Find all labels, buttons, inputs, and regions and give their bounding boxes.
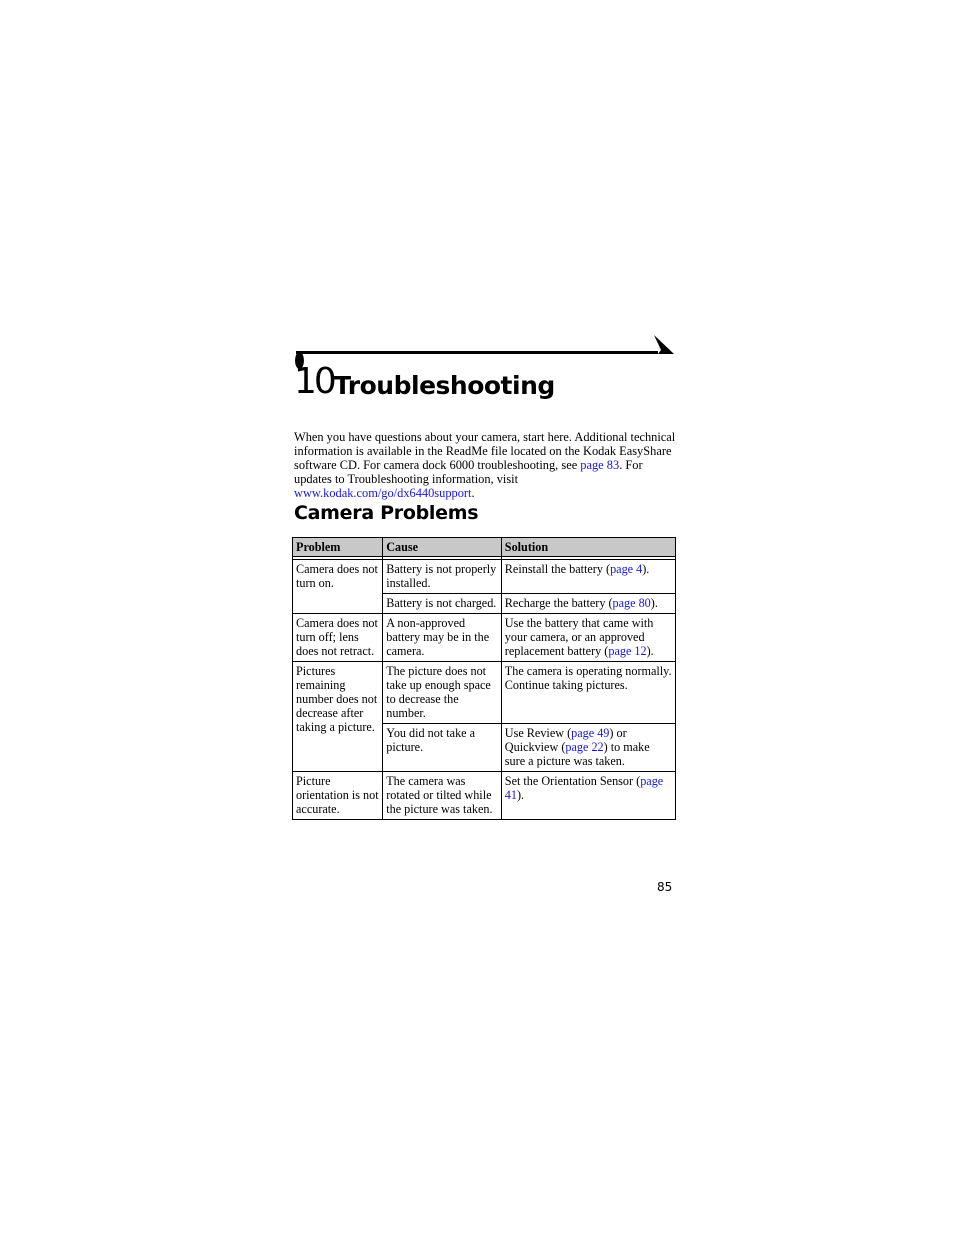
solution-cell: Use Review (page 49) or Quickview (page 22) to make sure a picture was taken. <box>501 724 675 772</box>
chapter-title: Troubleshooting <box>334 371 555 400</box>
table-row <box>293 772 676 820</box>
table-row <box>293 560 676 594</box>
cause-cell: A non-approved battery may be in the camera. <box>383 614 502 662</box>
intro-text: . For updates to Troubleshooting information, visit <box>294 458 643 486</box>
cause-cell: Battery is not properly installed. <box>383 560 502 594</box>
table-row <box>293 614 676 662</box>
page-83-link[interactable]: page 83 <box>580 458 620 472</box>
cause-cell: You did not take a picture. <box>383 724 502 772</box>
solution-cell: Reinstall the battery (page 4). <box>501 560 675 594</box>
solution-cell: Recharge the battery (page 80). <box>501 594 675 614</box>
page-4-link[interactable]: page 4 <box>610 562 643 576</box>
cause-cell: The camera was rotated or tilted while the picture was taken. <box>383 772 502 820</box>
table-row <box>293 662 676 724</box>
column-header-cause: Cause <box>383 538 502 557</box>
page-41-link[interactable]: page 41 <box>504 774 664 802</box>
page-49-link[interactable]: page 49 <box>571 726 610 740</box>
intro-paragraph <box>294 430 678 500</box>
column-header-problem: Problem <box>293 538 383 557</box>
intro-text: When you have questions about your camera, start here. Additional technical information is available in the ReadMe file located on the Kodak EasyShare software CD. For camera dock 6000 troubleshooting, see <box>294 430 676 472</box>
chapter-arrow-icon <box>652 335 674 355</box>
problem-cell: Camera does not turn off; lens does not retract. <box>293 614 383 662</box>
section-heading: Camera Problems <box>294 502 479 524</box>
column-header-solution: Solution <box>501 538 675 557</box>
chapter-rule <box>296 351 658 354</box>
chapter-number: 10 <box>294 361 334 402</box>
support-url-link[interactable]: www.kodak.com/go/dx6440support <box>294 486 472 500</box>
solution-cell: Set the Orientation Sensor (page 41). <box>501 772 675 820</box>
cause-cell: The picture does not take up enough space to decrease the number. <box>383 662 502 724</box>
camera-problems-table <box>292 537 676 820</box>
problem-cell: Pictures remaining number does not decrease after taking a picture. <box>293 662 383 772</box>
problem-cell: Camera does not turn on. <box>293 560 383 614</box>
intro-text: . <box>471 486 475 500</box>
solution-cell: Use the battery that came with your camera, or an approved replacement battery (page 12). <box>501 614 675 662</box>
page-80-link[interactable]: page 80 <box>612 596 651 610</box>
page-number: 85 <box>657 880 673 894</box>
page-22-link[interactable]: page 22 <box>565 740 604 754</box>
table-header-row <box>293 538 676 557</box>
solution-cell: The camera is operating normally. Continue taking pictures. <box>501 662 675 724</box>
cause-cell: Battery is not charged. <box>383 594 502 614</box>
problem-cell: Picture orientation is not accurate. <box>293 772 383 820</box>
page-12-link[interactable]: page 12 <box>608 644 647 658</box>
